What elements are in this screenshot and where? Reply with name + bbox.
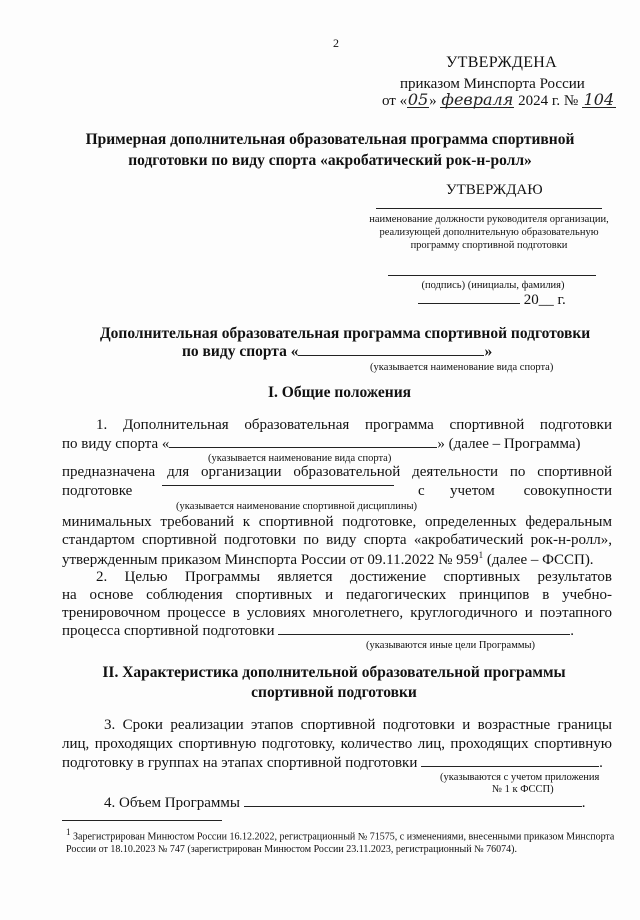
- position-signature-line: [376, 208, 602, 209]
- approval-date-month: февраля: [441, 90, 514, 109]
- approval-date-year: 2024 г. №: [518, 93, 579, 109]
- p1-discipline-blank: [162, 485, 394, 486]
- footnote-marker: 1: [66, 827, 71, 837]
- sport-name-caption: (указывается наименование вида спорта): [370, 362, 554, 373]
- position-caption: наименование должности руководителя организации, реализующей дополнительную образовательную программу спортивной подготовки: [369, 214, 609, 251]
- approve-date-suffix: 20__ г.: [523, 292, 566, 308]
- p2-goals-blank: [278, 634, 570, 635]
- program-title-prefix: по виду спорта «: [182, 343, 299, 360]
- p1-line7-end: (далее – ФССП).: [483, 552, 594, 568]
- p1-line1: 1. Дополнительная образовательная программа спортивной подготовки: [96, 417, 612, 433]
- p1-line4-right1: учетом: [450, 483, 495, 499]
- p4-line: [104, 795, 585, 812]
- p2-line4-text: процесса спортивной подготовки: [62, 623, 275, 639]
- footnote-separator: [62, 820, 222, 821]
- p3-line1: 3. Сроки реализации этапов спортивной подготовки и возрастные границы: [104, 717, 612, 733]
- p3-line3-end: .: [599, 755, 603, 771]
- program-title-suffix: »: [484, 343, 493, 360]
- p2-line4: [62, 623, 574, 640]
- p1-line4-mid: с: [418, 483, 425, 499]
- p1-line6: стандартом спортивной подготовки по виду спорта «акробатический рок-н-ролл»,: [62, 532, 612, 548]
- p1-line5: минимальных требований к спортивной подготовке, определенных федеральным: [62, 514, 612, 530]
- p3-caption-line1: (указываются с учетом приложения: [440, 772, 600, 783]
- p2-line4-end: .: [570, 623, 575, 639]
- p1-line7-text: утвержденным приказом Минспорта России от 09.11.2022 № 959: [62, 552, 479, 568]
- section2-heading: II. Характеристика дополнительной образовательной программы спортивной подготовки: [102, 664, 566, 701]
- signature-caption: (подпись) (инициалы, фамилия): [421, 280, 565, 291]
- p1-sport-blank: [169, 447, 437, 448]
- p2-line1: 2. Целью Программы является достижение спортивных результатов: [96, 569, 612, 585]
- p3-blank: [421, 766, 599, 767]
- p1-line2-suffix: » (далее – Программа): [437, 436, 581, 452]
- p1-line4-left: подготовке: [62, 483, 133, 499]
- p3-line3: [62, 755, 603, 772]
- p1-discipline-caption: (указывается наименование спортивной дисциплины): [176, 501, 418, 512]
- document-title: Примерная дополнительная образовательная программа спортивной подготовки по виду спорта «акробатический рок-н-ролл»: [85, 131, 575, 169]
- p1-line7: [62, 550, 594, 569]
- footnote: [66, 826, 626, 856]
- signature-line: [388, 275, 596, 276]
- approval-date-day: 05: [407, 90, 429, 109]
- approval-date-prefix: от «: [382, 93, 408, 109]
- approve-date-field: [418, 292, 566, 309]
- approve-date-blank: [418, 303, 520, 304]
- approve-label: УТВЕРЖДАЮ: [446, 182, 543, 198]
- p1-line4: [62, 483, 612, 500]
- p2-line2: на основе соблюдения спортивных и педагогических принципов в учебно-: [62, 587, 612, 603]
- p1-sport-caption: (указывается наименование вида спорта): [208, 453, 392, 464]
- footnote-ref: 1: [478, 550, 484, 560]
- p3-line2: лиц, проходящих спортивную подготовку, количество лиц, проходящих спортивную: [62, 736, 612, 752]
- program-title-line2: [182, 343, 492, 361]
- approval-order-number: 104: [583, 90, 615, 109]
- program-title-line1: Дополнительная образовательная программа спортивной подготовки: [100, 325, 591, 342]
- p1-line4-right2: совокупности: [523, 483, 612, 499]
- p1-line2: [62, 436, 581, 453]
- p3-caption-line2: № 1 к ФССП): [492, 784, 554, 795]
- approval-title: УТВЕРЖДЕНА: [446, 54, 558, 71]
- approval-date-mid: »: [429, 93, 437, 109]
- p2-line3: тренировочном процессе в условиях многолетнего, круглогодичного и поэтапного: [62, 605, 612, 621]
- section1-heading: I. Общие положения: [268, 384, 412, 401]
- page-number: 2: [333, 36, 339, 50]
- p4-blank: [244, 806, 582, 807]
- approval-order-line: приказом Минспорта России: [400, 76, 585, 92]
- sport-name-blank: [298, 355, 484, 356]
- p3-line3-text: подготовку в группах на этапах спортивной подготовки: [62, 755, 418, 771]
- footnote-text: Зарегистрирован Минюстом России 16.12.2022, регистрационный № 71575, с изменениями, внесенными приказом Минспорта России от 18.10.2023 № 747 (зарегистрирован Минюстом России 23.11.2023, регистрационный № 76074).: [66, 831, 615, 856]
- p1-line2-prefix: по виду спорта «: [62, 436, 170, 452]
- p4-end: .: [581, 795, 586, 811]
- p1-line3: предназначена для организации образовательной деятельности по спортивной: [62, 464, 612, 480]
- p2-goals-caption: (указываются иные цели Программы): [366, 640, 536, 651]
- approval-date-line: [382, 90, 616, 110]
- p4-label: 4. Объем Программы: [104, 795, 240, 811]
